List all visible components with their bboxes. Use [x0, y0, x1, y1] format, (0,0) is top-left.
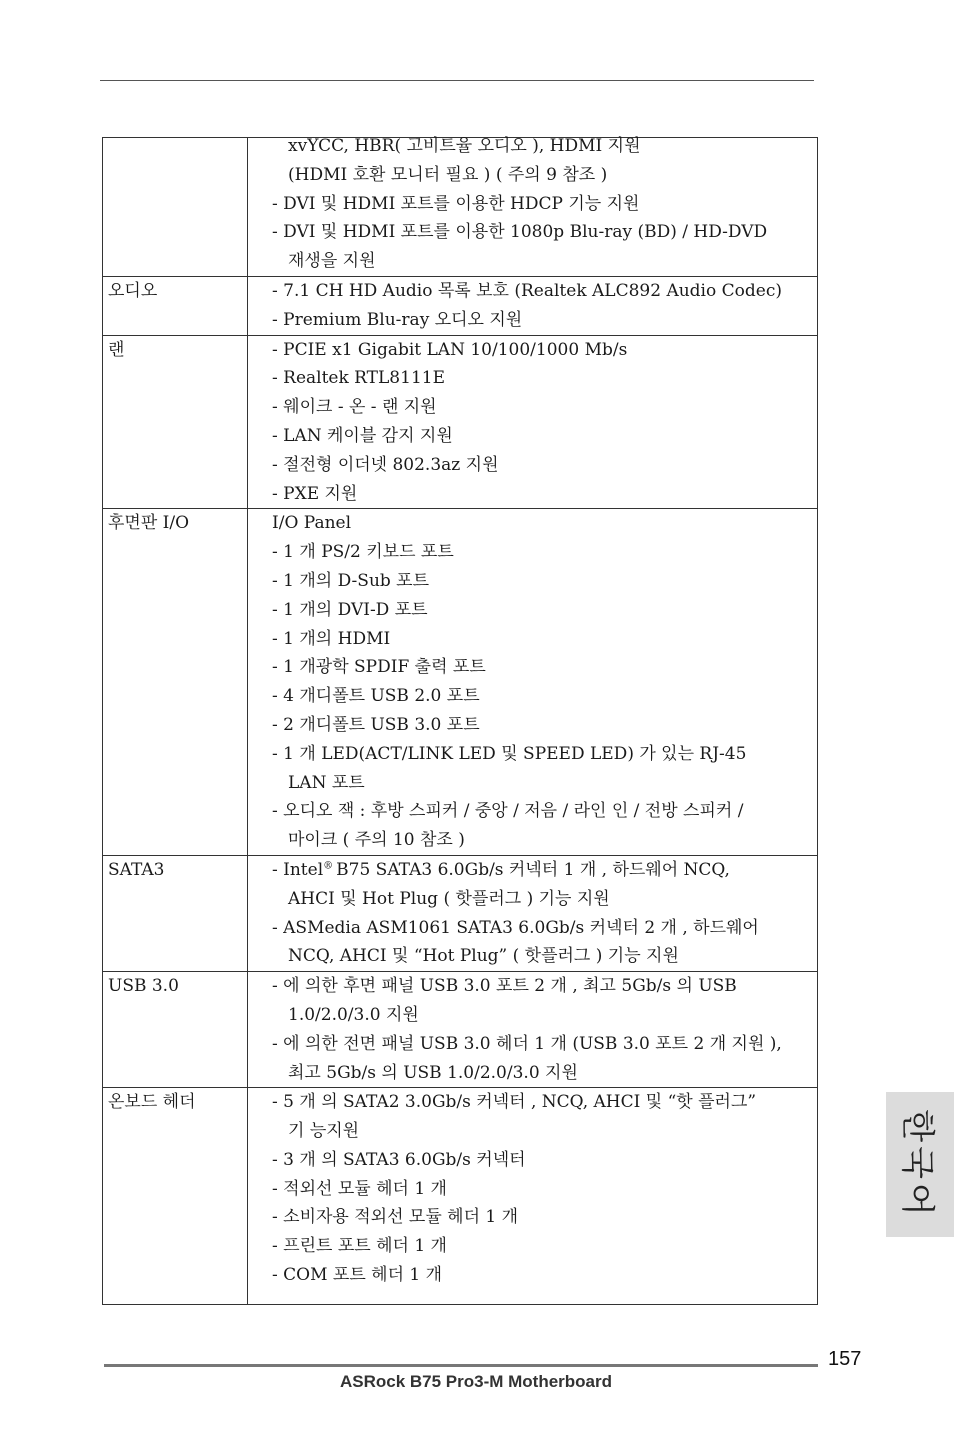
spec-line: - 1 개의 DVI-D 포트 [272, 599, 428, 620]
language-tab-label: 한국어 [896, 1109, 937, 1220]
spec-row [103, 276, 818, 335]
spec-line: - Premium Blu-ray 오디오 지원 [272, 309, 523, 330]
spec-line: - 7.1 CH HD Audio 목록 보호 (Realtek ALC892 Audio Codec) [272, 280, 782, 301]
spec-line: - 적외선 모듈 헤더 1 개 [272, 1178, 447, 1199]
spec-label: 랜 [103, 335, 248, 509]
spec-line: - 오디오 잭 : 후방 스피커 / 중앙 / 저음 / 라인 인 / 전방 스피커 / [272, 801, 744, 822]
spec-line: - COM 포트 헤더 1 개 [272, 1265, 443, 1286]
spec-content [248, 335, 818, 509]
spec-line: - 2 개디폴트 USB 3.0 포트 [272, 714, 480, 735]
spec-line: - 프린트 포트 헤더 1 개 [272, 1236, 447, 1257]
spec-content [248, 1088, 818, 1305]
page-number: 157 [828, 1348, 862, 1370]
spec-line: - 1 개의 D-Sub 포트 [272, 570, 430, 591]
top-rule [100, 80, 814, 81]
spec-line-prefix: - Intel [272, 859, 324, 880]
spec-row [103, 1088, 818, 1305]
spec-line: - 1 개 PS/2 키보드 포트 [272, 542, 454, 563]
spec-line: - 4 개디폴트 USB 2.0 포트 [272, 686, 480, 707]
spec-line: (HDMI 호환 모니터 필요 ) ( 주의 9 참조 ) [288, 164, 608, 185]
spec-line: - PCIE x1 Gigabit LAN 10/100/1000 Mb/s [272, 339, 628, 360]
spec-line: - 에 의한 전면 패널 USB 3.0 헤더 1 개 (USB 3.0 포트 2 개 지원 ), [272, 1033, 782, 1054]
spec-line: - 3 개 의 SATA3 6.0Gb/s 커넥터 [272, 1149, 526, 1170]
spec-line: NCQ, AHCI 및 “Hot Plug” ( 핫플러그 ) 기능 지원 [288, 946, 679, 967]
spec-line: 최고 5Gb/s 의 USB 1.0/2.0/3.0 지원 [288, 1062, 578, 1083]
registered-mark: ® [323, 860, 334, 872]
spec-line: LAN 포트 [288, 772, 365, 793]
spec-line: - 1 개의 HDMI [272, 628, 391, 649]
spec-row [103, 855, 818, 971]
spec-line: - ASMedia ASM1061 SATA3 6.0Gb/s 커넥터 2 개 , 하드웨어 [272, 917, 759, 938]
spec-line: - 에 의한 후면 패널 USB 3.0 포트 2 개 , 최고 5Gb/s 의 USB [272, 976, 737, 997]
spec-line: - 1 개광학 SPDIF 출력 포트 [272, 657, 486, 678]
spec-label: 온보드 헤더 [103, 1088, 248, 1305]
spec-row [103, 335, 818, 509]
spec-line-text: B75 SATA3 6.0Gb/s 커넥터 1 개 , 하드웨어 NCQ, [336, 859, 730, 880]
spec-line: - 웨이크 - 온 - 랜 지원 [272, 397, 437, 418]
spec-content [248, 972, 818, 1088]
spec-row [103, 972, 818, 1088]
spec-row [103, 509, 818, 856]
spec-line: - 소비자용 적외선 모듈 헤더 1 개 [272, 1207, 519, 1228]
spec-line: - 절전형 이더넷 802.3az 지원 [272, 454, 499, 475]
spec-label [103, 138, 248, 277]
spec-label: USB 3.0 [103, 972, 248, 1088]
spec-line: - PXE 지원 [272, 483, 358, 504]
spec-table [102, 137, 818, 1305]
spec-line: - LAN 케이블 감지 지원 [272, 425, 453, 446]
spec-line: 기 능지원 [288, 1121, 360, 1142]
spec-line: AHCI 및 Hot Plug ( 핫플러그 ) 기능 지원 [288, 888, 610, 909]
spec-line: - Realtek RTL8111E [272, 368, 445, 389]
spec-content [248, 509, 818, 856]
spec-line [272, 856, 815, 885]
spec-label: SATA3 [103, 855, 248, 971]
spec-content [248, 138, 818, 277]
spec-line: - DVI 및 HDMI 포트를 이용한 HDCP 기능 지원 [272, 193, 640, 214]
footer-title: ASRock B75 Pro3-M Motherboard [339, 1372, 613, 1391]
spec-content [248, 276, 818, 335]
bottom-rule [104, 1364, 818, 1367]
spec-line: I/O Panel [272, 513, 352, 534]
spec-line: xvYCC, HBR( 고비트율 오디오 ), HDMI 지원 [288, 136, 641, 156]
spec-content [248, 855, 818, 971]
language-tab [886, 1092, 954, 1237]
spec-line: 마이크 ( 주의 10 참조 ) [288, 830, 465, 851]
spec-label: 오디오 [103, 276, 248, 335]
spec-label: 후면판 I/O [103, 509, 248, 856]
spec-line: - 5 개 의 SATA2 3.0Gb/s 커넥터 , NCQ, AHCI 및 “핫 플러그” [272, 1092, 757, 1113]
spec-line: 1.0/2.0/3.0 지원 [288, 1004, 419, 1025]
spec-row [103, 138, 818, 277]
spec-line: - DVI 및 HDMI 포트를 이용한 1080p Blu-ray (BD) / HD-DVD [272, 222, 768, 243]
spec-table-body [103, 138, 818, 1305]
spec-line: - 1 개 LED(ACT/LINK LED 및 SPEED LED) 가 있는 RJ-45 [272, 743, 747, 764]
spec-line: 재생을 지원 [288, 251, 376, 272]
